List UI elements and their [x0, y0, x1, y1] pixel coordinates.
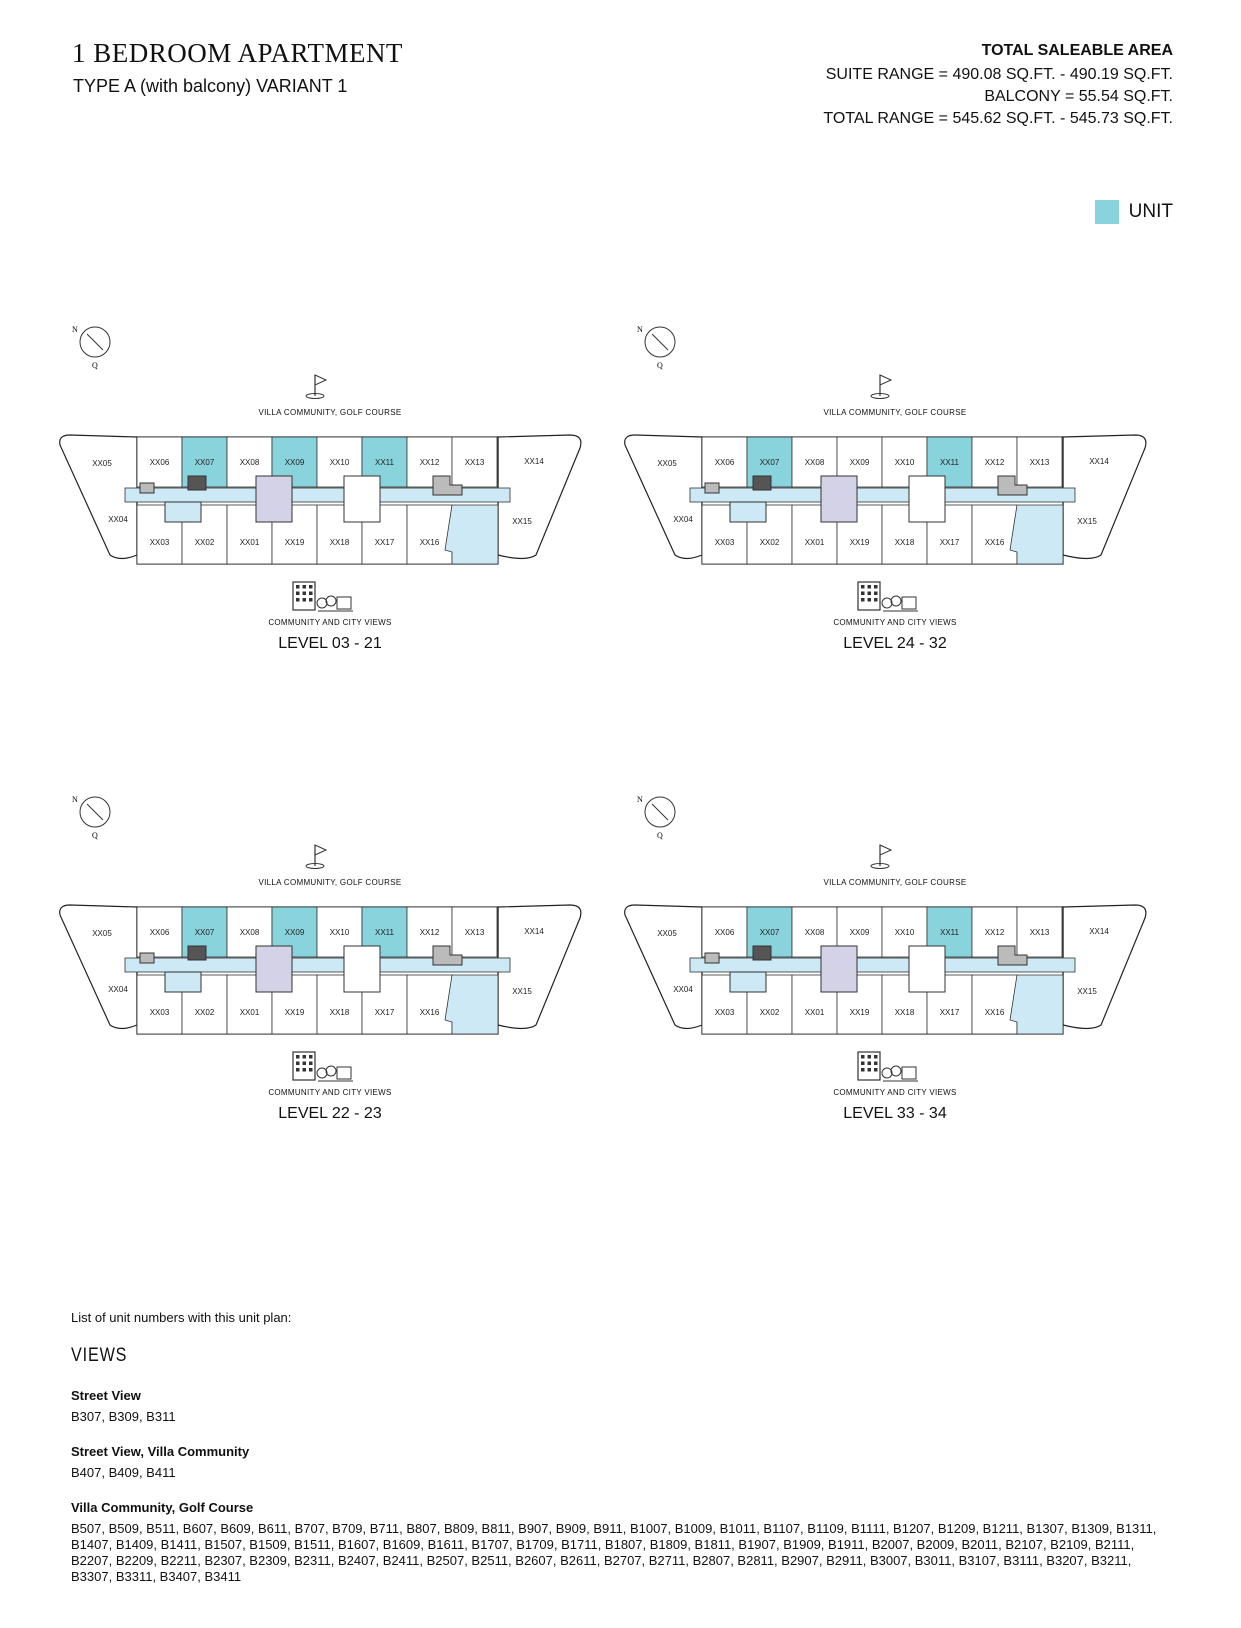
lift-core	[821, 946, 857, 992]
lift-core	[344, 476, 380, 522]
compass-south: Q	[92, 831, 98, 840]
unit-group	[71, 1500, 1171, 1585]
saleable-area	[823, 40, 1173, 130]
units-intro: List of unit numbers with this unit plan:	[71, 1310, 292, 1325]
tree-icon	[891, 596, 901, 606]
level-label: LEVEL 24 - 32	[843, 635, 947, 652]
golf-flag-icon	[315, 845, 326, 855]
unit-number: XX09	[284, 458, 305, 467]
lift-core	[909, 476, 945, 522]
compass-north: N	[72, 795, 78, 804]
floor-plan-3	[50, 795, 610, 1170]
corner-unit-fill	[1010, 505, 1063, 564]
unit-number: XX06	[714, 928, 735, 937]
unit-number: XX03	[714, 1008, 735, 1017]
stair-core	[188, 476, 206, 490]
house-icon	[902, 597, 916, 609]
floor-plan-2	[615, 325, 1175, 700]
legend	[1095, 200, 1173, 224]
unit-number: XX18	[894, 538, 915, 547]
golf-flag-icon	[315, 375, 326, 385]
unit-number: XX13	[464, 928, 485, 937]
tree-icon	[317, 598, 327, 608]
house-icon	[902, 1067, 916, 1079]
unit-number: XX19	[849, 1008, 870, 1017]
floor-plan-4	[615, 795, 1175, 1170]
unit-number: XX17	[374, 538, 395, 547]
unit-number: XX02	[759, 1008, 780, 1017]
balcony	[730, 502, 766, 522]
unit-number: XX05	[657, 929, 677, 938]
unit-number: XX09	[849, 458, 870, 467]
floor-plan-drawing	[50, 325, 610, 630]
tree-icon	[326, 596, 336, 606]
compass-needle	[652, 334, 668, 350]
building-window	[303, 592, 307, 596]
top-view-label: VILLA COMMUNITY, GOLF COURSE	[823, 878, 967, 887]
unit-number: XX16	[419, 1008, 440, 1017]
area-heading: TOTAL SALEABLE AREA	[981, 42, 1173, 59]
suite-range: SUITE RANGE = 490.08 SQ.FT. - 490.19 SQ.FT.	[825, 66, 1173, 83]
unit-number: XX12	[984, 458, 1005, 467]
unit-number: XX14	[1089, 457, 1109, 466]
tree-icon	[891, 1066, 901, 1076]
unit-number: XX02	[759, 538, 780, 547]
top-view-label: VILLA COMMUNITY, GOLF COURSE	[258, 408, 402, 417]
unit	[407, 975, 452, 1034]
unit-number: XX12	[419, 458, 440, 467]
stair-core	[753, 946, 771, 960]
unit-number: XX18	[894, 1008, 915, 1017]
unit-number: XX07	[194, 458, 215, 467]
unit-number: XX15	[512, 517, 532, 526]
unit-number: XX05	[92, 929, 112, 938]
unit-number: XX15	[1077, 517, 1097, 526]
unit-number: XX03	[149, 1008, 170, 1017]
tree-icon	[882, 598, 892, 608]
building-window	[861, 1068, 865, 1072]
building-window	[303, 1062, 307, 1066]
unit-number: XX01	[804, 538, 825, 547]
unit-group	[71, 1388, 1171, 1425]
unit-number: XX19	[284, 538, 305, 547]
unit-group-name: Street View	[71, 1388, 141, 1403]
tree-icon	[326, 1066, 336, 1076]
service-core	[705, 953, 719, 963]
building-window	[874, 1068, 878, 1072]
unit-number: XX14	[524, 927, 544, 936]
compass-south: Q	[92, 361, 98, 370]
building-window	[868, 1062, 872, 1066]
unit-group-list: B307, B309, B311	[71, 1409, 176, 1424]
building-window	[309, 585, 313, 589]
page-title: 1 BEDROOM APARTMENT	[72, 38, 403, 68]
floor-plan-drawing	[50, 795, 610, 1100]
unit-number: XX08	[239, 458, 260, 467]
page-subtitle: TYPE A (with balcony) VARIANT 1	[73, 76, 348, 96]
tree-icon	[882, 1068, 892, 1078]
building-window	[303, 1055, 307, 1059]
house-icon	[337, 1067, 351, 1079]
balcony	[730, 972, 766, 992]
building-window	[309, 592, 313, 596]
plate-right-wing	[498, 435, 581, 559]
unit-number: XX15	[512, 987, 532, 996]
lift-core	[256, 946, 292, 992]
unit-number: XX11	[940, 928, 959, 937]
stair-core	[188, 946, 206, 960]
bottom-view-label: COMMUNITY AND CITY VIEWS	[268, 618, 392, 627]
service-core	[140, 953, 154, 963]
compass-south: Q	[657, 361, 663, 370]
building-window	[861, 1055, 865, 1059]
unit-number: XX08	[239, 928, 260, 937]
bottom-view-label: COMMUNITY AND CITY VIEWS	[268, 1088, 392, 1097]
unit-number: XX19	[284, 1008, 305, 1017]
balcony	[165, 502, 201, 522]
legend-label: UNIT	[1128, 201, 1173, 222]
tree-icon	[317, 1068, 327, 1078]
unit-number: XX16	[984, 538, 1005, 547]
unit-number: XX03	[149, 538, 170, 547]
lift-core	[256, 476, 292, 522]
unit-number: XX18	[329, 538, 350, 547]
unit-number: XX04	[673, 515, 693, 524]
unit-number: XX10	[894, 928, 915, 937]
top-view-label: VILLA COMMUNITY, GOLF COURSE	[258, 878, 402, 887]
building-window	[861, 592, 865, 596]
unit-number: XX01	[804, 1008, 825, 1017]
unit-number: XX17	[939, 1008, 960, 1017]
unit-number: XX04	[108, 985, 128, 994]
compass-needle	[87, 334, 103, 350]
floor-plan-1	[50, 325, 610, 700]
golf-flag-icon	[880, 845, 891, 855]
building-window	[303, 1068, 307, 1072]
building-window	[874, 592, 878, 596]
unit-number: XX17	[939, 538, 960, 547]
building-window	[874, 598, 878, 602]
plate-right-wing	[1063, 905, 1146, 1029]
unit	[407, 505, 452, 564]
lift-core	[821, 476, 857, 522]
building-window	[309, 1068, 313, 1072]
building-window	[296, 585, 300, 589]
unit	[972, 975, 1017, 1034]
building-window	[868, 1068, 872, 1072]
building-window	[861, 598, 865, 602]
unit-number: XX06	[149, 458, 170, 467]
building-window	[868, 598, 872, 602]
unit-number: XX16	[419, 538, 440, 547]
building-window	[296, 1062, 300, 1066]
bottom-view-label: COMMUNITY AND CITY VIEWS	[833, 1088, 957, 1097]
unit-number: XX11	[940, 458, 959, 467]
plate-right-wing	[498, 905, 581, 1029]
unit-group-name: Street View, Villa Community	[71, 1444, 250, 1459]
top-view-label: VILLA COMMUNITY, GOLF COURSE	[823, 408, 967, 417]
unit-number: XX10	[329, 928, 350, 937]
bottom-view-label: COMMUNITY AND CITY VIEWS	[833, 618, 957, 627]
service-core	[705, 483, 719, 493]
building-window	[296, 592, 300, 596]
floor-plan-drawing	[615, 325, 1175, 630]
unit-number: XX11	[375, 928, 394, 937]
service-core	[140, 483, 154, 493]
compass-needle	[87, 804, 103, 820]
unit-number: XX04	[673, 985, 693, 994]
building-window	[309, 1062, 313, 1066]
building-window	[868, 592, 872, 596]
balcony	[165, 972, 201, 992]
unit-number: XX17	[374, 1008, 395, 1017]
legend-swatch	[1095, 200, 1119, 224]
unit	[972, 505, 1017, 564]
unit-number: XX06	[149, 928, 170, 937]
compass-north: N	[637, 325, 643, 334]
unit-number: XX02	[194, 1008, 215, 1017]
total-range: TOTAL RANGE = 545.62 SQ.FT. - 545.73 SQ.FT.	[823, 110, 1173, 127]
balcony-area: BALCONY = 55.54 SQ.FT.	[984, 88, 1173, 105]
lift-core	[344, 946, 380, 992]
building-window	[861, 585, 865, 589]
unit-number: XX12	[419, 928, 440, 937]
golf-flag-icon	[880, 375, 891, 385]
level-label: LEVEL 22 - 23	[278, 1105, 382, 1122]
building-window	[296, 598, 300, 602]
unit-number: XX14	[524, 457, 544, 466]
unit-group-list: B507, B509, B511, B607, B609, B611, B707, B709, B711, B807, B809, B811, B907, B909, B911, B1007, B1009, B1011, B1107, B1109, B1111, B1207, B1209, B1211, B1307, B1309, B1311, B1407, B1409, B1411, B1507, B1509, B1511, B1607, B1609, B1611, B1707, B1709, B1711, B1807, B1809, B1811, B1907, B1909, B1911, B2007, B2009, B2011, B2107, B2109, B2111, B2207, B2209, B2211, B2307, B2309, B2311, B2407, B2411, B2507, B2511, B2607, B2611, B2707, B2711, B2807, B2811, B2907, B2911, B3007, B3011, B3107, B3111, B3207, B3211, B3307, B3311, B3407, B3411	[71, 1521, 1157, 1584]
building-window	[303, 585, 307, 589]
plate-right-wing	[1063, 435, 1146, 559]
unit-group	[71, 1444, 1171, 1481]
building-window	[296, 1055, 300, 1059]
unit-number: XX01	[239, 538, 260, 547]
unit-number: XX10	[894, 458, 915, 467]
level-label: LEVEL 33 - 34	[843, 1105, 947, 1122]
unit-number: XX02	[194, 538, 215, 547]
unit-number: XX04	[108, 515, 128, 524]
corner-unit-fill	[1010, 975, 1063, 1034]
unit-group-name: Villa Community, Golf Course	[71, 1500, 254, 1515]
building-window	[874, 1062, 878, 1066]
unit-number: XX13	[1029, 928, 1050, 937]
compass-south: Q	[657, 831, 663, 840]
unit-number: XX01	[239, 1008, 260, 1017]
unit-number: XX10	[329, 458, 350, 467]
unit-number: XX18	[329, 1008, 350, 1017]
compass-needle	[652, 804, 668, 820]
house-icon	[337, 597, 351, 609]
unit-number: XX13	[1029, 458, 1050, 467]
unit-number: XX03	[714, 538, 735, 547]
unit-number: XX07	[759, 928, 780, 937]
compass-north: N	[72, 325, 78, 334]
building-window	[868, 1055, 872, 1059]
unit-number: XX09	[849, 928, 870, 937]
stair-core	[753, 476, 771, 490]
unit-number: XX08	[804, 458, 825, 467]
unit-number: XX14	[1089, 927, 1109, 936]
compass-north: N	[637, 795, 643, 804]
lift-core	[909, 946, 945, 992]
unit-number: XX15	[1077, 987, 1097, 996]
unit-number: XX13	[464, 458, 485, 467]
building-window	[303, 598, 307, 602]
level-label: LEVEL 03 - 21	[278, 635, 382, 652]
unit-number: XX08	[804, 928, 825, 937]
unit-number: XX05	[92, 459, 112, 468]
unit-number: XX09	[284, 928, 305, 937]
unit-number: XX07	[194, 928, 215, 937]
views-heading: VIEWS	[71, 1345, 128, 1366]
corner-unit-fill	[445, 975, 498, 1034]
unit-number: XX06	[714, 458, 735, 467]
corner-unit-fill	[445, 505, 498, 564]
building-window	[874, 585, 878, 589]
unit-number: XX05	[657, 459, 677, 468]
unit-number: XX16	[984, 1008, 1005, 1017]
building-window	[868, 585, 872, 589]
unit-group-list: B407, B409, B411	[71, 1465, 176, 1480]
building-window	[309, 1055, 313, 1059]
unit-number: XX11	[375, 458, 394, 467]
building-window	[861, 1062, 865, 1066]
floor-plan-drawing	[615, 795, 1175, 1100]
building-window	[296, 1068, 300, 1072]
unit-number: XX12	[984, 928, 1005, 937]
unit-number: XX07	[759, 458, 780, 467]
building-window	[309, 598, 313, 602]
unit-number: XX19	[849, 538, 870, 547]
building-window	[874, 1055, 878, 1059]
